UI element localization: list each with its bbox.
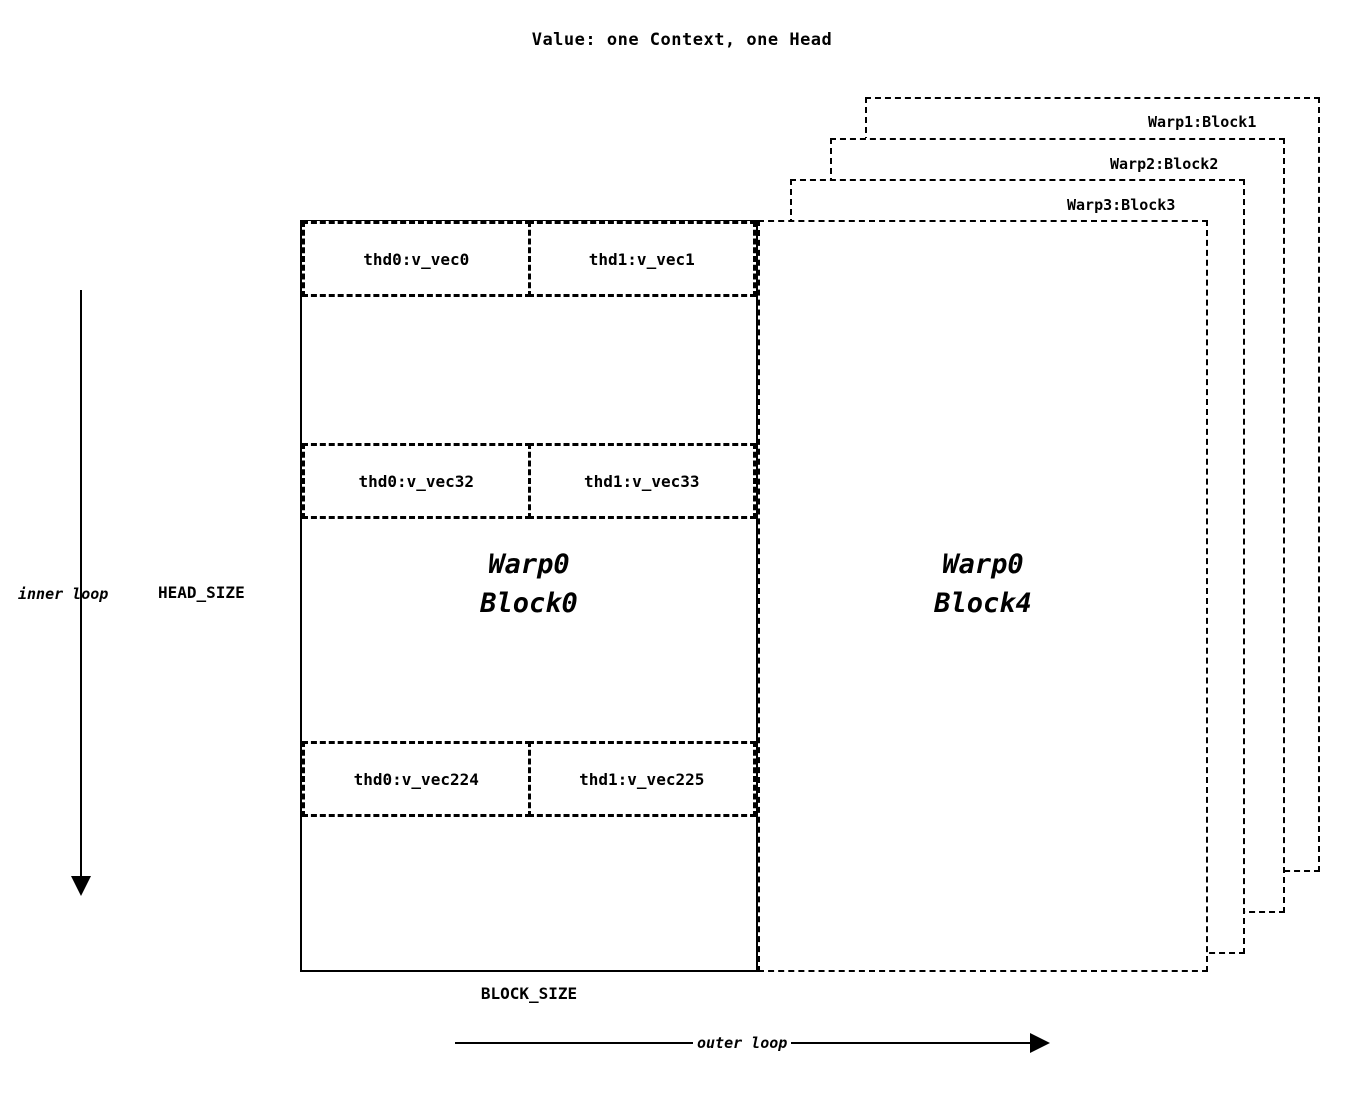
block-4-warp: Warp0 bbox=[942, 549, 1024, 580]
outer-loop-arrow-head-icon bbox=[1030, 1033, 1050, 1053]
block-0-label bbox=[300, 545, 758, 623]
block-0-block: Block0 bbox=[480, 588, 578, 620]
outer-loop-label: outer loop bbox=[693, 1034, 791, 1052]
stacked-block-3-label: Warp1:Block1 bbox=[1148, 113, 1257, 131]
inner-loop-label: inner loop bbox=[18, 585, 109, 603]
thread-cell: thd0:v_vec32 bbox=[302, 443, 531, 519]
thread-cell: thd1:v_vec1 bbox=[528, 221, 757, 297]
block-4-block: Block4 bbox=[934, 588, 1032, 620]
thread-cell: thd1:v_vec225 bbox=[528, 741, 757, 817]
block-0-warp: Warp0 bbox=[488, 549, 570, 580]
thread-cell: thd0:v_vec224 bbox=[302, 741, 531, 817]
block-4-label bbox=[758, 545, 1208, 623]
stacked-block-1-label: Warp3:Block3 bbox=[1067, 196, 1176, 214]
head-size-label: HEAD_SIZE bbox=[158, 583, 245, 602]
thread-cell-row bbox=[302, 221, 756, 297]
block-size-label: BLOCK_SIZE bbox=[480, 984, 578, 1003]
stacked-block-2-label: Warp2:Block2 bbox=[1110, 155, 1219, 173]
inner-loop-arrow-head-icon bbox=[71, 876, 91, 896]
thread-cell: thd0:v_vec0 bbox=[302, 221, 531, 297]
thread-cell: thd1:v_vec33 bbox=[528, 443, 757, 519]
thread-cell-row bbox=[302, 741, 756, 817]
thread-cell-row bbox=[302, 443, 756, 519]
page-title: Value: one Context, one Head bbox=[531, 30, 833, 50]
